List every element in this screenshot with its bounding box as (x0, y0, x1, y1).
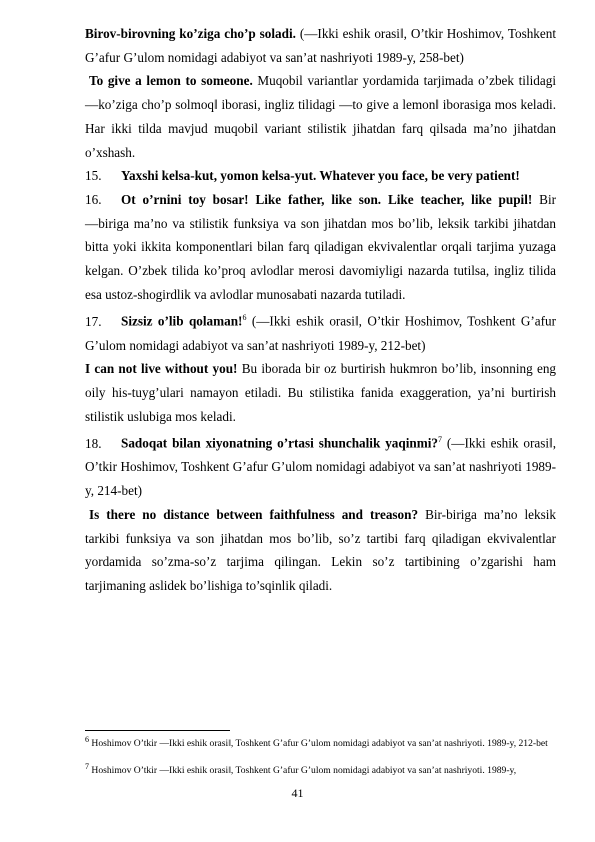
list-item-16-number: 16. (85, 191, 102, 207)
list-item-15 (85, 164, 556, 188)
footnote-7-text: Hoshimov O’tkir ―Ikki eshik orasi‖, Toshkent G’afur G’ulom nomidagi adabiyot va san’at nashriyoti. 1989-y, (89, 765, 517, 777)
list-item-16-title: Ot o’rnini toy bosar! Like father, like son. Like teacher, like pupil! (121, 191, 533, 207)
footnote-7 (85, 761, 556, 777)
paragraph-1-title: Birov-birovning ko’ziga cho’p soladi. (85, 26, 296, 41)
list-item-18-body: (―Ikki eshik orasi‖, O’tkir Hoshimov, Toshkent G’afur G’ulom nomidagi adabiyot va san’at nashriyoti 1989-y, 214-bet) (85, 435, 556, 499)
list-item-17-body: (―Ikki eshik orasi‖, O’tkir Hoshimov, Toshkent G’afur G’ulom nomidagi adabiyot va san’at nashriyoti 1989-y, 212-bet) (85, 313, 556, 353)
document-body (85, 22, 556, 598)
list-item-17-number: 17. (85, 313, 102, 329)
footnote-7-mark: 7 (85, 762, 89, 771)
list-item-18-title: Sadoqat bilan xiyonatning o’rtasi shunchalik yaqinmi? (121, 435, 438, 451)
list-item-15-text: Yaxshi kelsa-kut, yomon kelsa-yut. Whatever you face, be very patient! (121, 168, 520, 184)
page-number: 41 (291, 786, 304, 800)
footnote-6 (85, 734, 556, 750)
footnote-ref-7: 7 (437, 435, 442, 445)
footnote-ref-6: 6 (242, 313, 247, 323)
list-item-18-number: 18. (85, 435, 102, 451)
paragraph-1 (85, 22, 556, 69)
paragraph-distance-title: Is there no distance between faithfulness and treason? (89, 506, 419, 522)
list-item-16-body: Bir ―biriga ma’no va stilistik funksiya va son jihatdan mos bo’lib, leksik tarkibi jihatdan bitta yoki ikkita komponentlari bilan farq qiladigan ekvivalentlar orqali tarjima yuzaga kelgan. O’zbek tilida ko’proq avlodlar merosi davomiyligi nazarda tutilsa, ingliz tilida esa ustoz-shogirdlik va avlodlar munosabati nazarda tutiladi. (85, 191, 557, 302)
paragraph-2-title: To give a lemon to someone. (89, 73, 253, 89)
footnote-6-mark: 6 (85, 735, 89, 744)
footnote-divider (85, 730, 230, 731)
list-item-17-title: Sizsiz o’lib qolaman! (121, 313, 243, 329)
paragraph-cannot-live (85, 357, 556, 428)
paragraph-distance-body: Bir-biriga ma’no leksik tarkibi funksiya va son jihatdan mos bo’lib, so’z tartibi farq qiladigan ekvivalentlar yordamida so’zma-so’z tarjima qilingan. Lekin so’z tartibining o’zgarishi ham tarjimaning aslidek bo’lishiga to’sqinlik qiladi. (85, 506, 557, 593)
paragraph-distance (85, 503, 556, 598)
footnote-6-text: Hoshimov O’tkir ―Ikki eshik orasi‖, Toshkent G’afur G’ulom nomidagi adabiyot va san’at nashriyoti. 1989-y, 212-bet (89, 738, 548, 750)
paragraph-2 (85, 69, 556, 164)
paragraph-1-body: (―Ikki eshik orasi‖, O’tkir Hoshimov, Toshkent G’afur G’ulom nomidagi adabiyot va san’at nashriyoti 1989-y, 258-bet) (85, 26, 556, 65)
paragraph-2-body: Muqobil variantlar yordamida tarjimada o’zbek tilidagi ―ko’ziga cho’p solmoq‖ iborasi, ingliz tilidagi ―to give a lemon‖ iborasiga mos keladi. Har ikki tilda mavjud muqobil variant stilistik jihatdan farq qilsada ma’no jihatdan o’xshash. (85, 73, 556, 160)
list-item-15-number: 15. (85, 168, 102, 184)
paragraph-cannot-live-title: I can not live without you! (85, 361, 238, 377)
list-item-17 (85, 306, 556, 357)
list-item-16 (85, 188, 556, 307)
list-item-18 (85, 428, 556, 503)
paragraph-cannot-live-body: Bu iborada bir oz burtirish hukmron bo’lib, insonning eng oily his-tuyg’ulari namayon etiladi. Bu stilistika fanida exaggeration, ya’ni burtirish stilistik uslubiga mos keladi. (85, 361, 557, 424)
